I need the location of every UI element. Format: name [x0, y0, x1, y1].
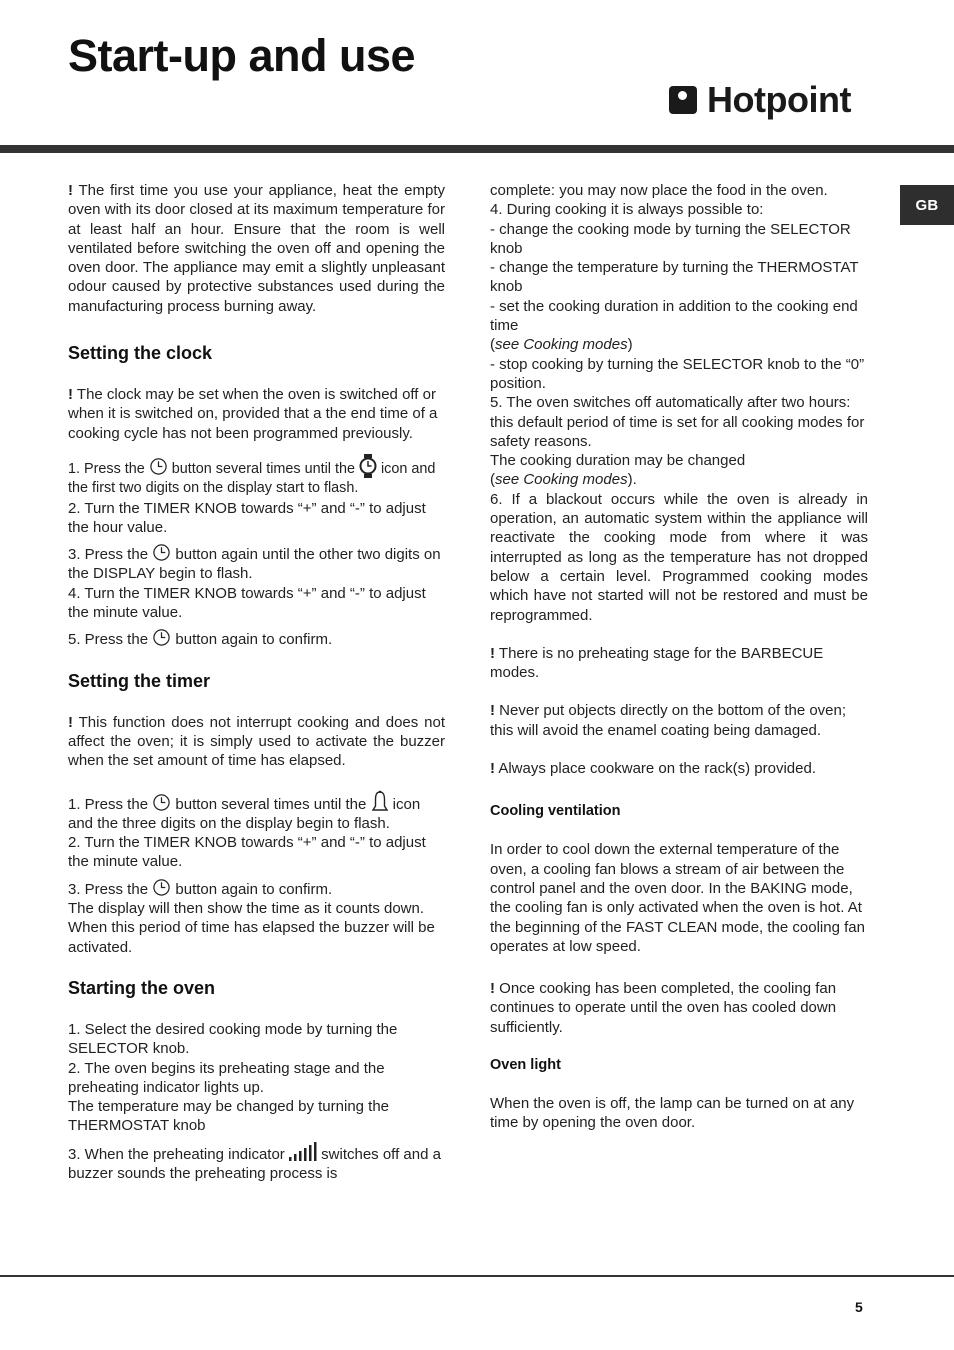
warning-mark: !: [490, 980, 495, 998]
note-barbecue: ! There is no preheating stage for the BARBECUE modes.: [490, 644, 824, 682]
option-change-mode: - change the cooking mode by turning the SELECTOR knob: [490, 220, 851, 257]
left-column: [68, 181, 445, 1183]
note-oven-bottom: ! Never put objects directly on the bottom of the oven; this will avoid the enamel coating being damaged.: [490, 702, 847, 739]
warning-mark: !: [68, 182, 73, 199]
right-column: [490, 181, 868, 1133]
clock-step-1: 1. Press the button several times until the icon and the first two digits on the display start to flash.: [68, 453, 445, 499]
oven-light-text: When the oven is off, the lamp can be turned on at any time by opening the oven door.: [490, 1094, 855, 1132]
clock-button-icon: [149, 457, 168, 476]
timer-note-text: This function does not interrupt cooking and does not affect the oven; it is simply used to activate the buzzer when the set amount of time has elapsed.: [68, 713, 445, 770]
clock-button-icon: [152, 628, 171, 647]
option-change-temperature: - change the temperature by turning the THERMOSTAT knob: [490, 259, 859, 296]
clock-button-icon: [152, 878, 171, 897]
hotpoint-logo-icon: [669, 86, 697, 114]
warning-mark: !: [68, 386, 73, 404]
page-title: Start-up and use: [68, 30, 416, 81]
intro-warning: [68, 181, 445, 316]
heading-setting-timer: Setting the timer: [68, 670, 211, 691]
timer-step-2: 2. Turn the TIMER KNOB towards “+” and “-” to adjust the minute value.: [68, 834, 426, 871]
timer-countdown-text: The display will then show the time as it counts down. When this period of time has elapsed the buzzer will be activated.: [68, 900, 435, 956]
duration-change-text: The cooking duration may be changed: [490, 452, 746, 470]
see-cooking-modes-ref-2: (see Cooking modes).: [490, 471, 637, 489]
timer-note: [68, 713, 445, 771]
warning-mark: !: [490, 760, 495, 778]
oven-step-2b: The temperature may be changed by turning the THERMOSTAT knob: [68, 1098, 390, 1135]
oven-step-1: 1. Select the desired cooking mode by turning the SELECTOR knob.: [68, 1020, 398, 1058]
brand-logo: [669, 80, 851, 120]
clock-button-icon: [152, 543, 171, 562]
language-tab: GB: [900, 185, 954, 225]
clock-step-5: 5. Press the button again to confirm.: [68, 628, 445, 649]
blackout-text: 6. If a blackout occurs while the oven is already in operation, an automatic system within the appliance will reactivate the cooking mode from where it was interrupted as long as the temperature has not dropped below a certain level. Programmed cooking modes which have not started will not be restored and must be reprogrammed.: [490, 490, 868, 624]
header-rule: [0, 145, 954, 153]
preheating-indicator-icon: [289, 1142, 317, 1161]
option-stop-cooking: - stop cooking by turning the SELECTOR knob to the “0” position.: [490, 355, 865, 392]
option-set-duration: - set the cooking duration in addition to the cooking end time: [490, 297, 858, 335]
heading-oven-light: Oven light: [490, 1056, 561, 1073]
footer-rule: [0, 1275, 954, 1277]
timer-step-3: 3. Press the button again to confirm.: [68, 878, 445, 899]
brand-name: Hotpoint: [707, 79, 851, 120]
oven-step-2: 2. The oven begins its preheating stage and the preheating indicator lights up.: [68, 1059, 385, 1096]
preheat-complete-text: complete: you may now place the food in the oven.: [490, 182, 828, 199]
warning-mark: !: [490, 644, 495, 662]
clock-step-4: 4. Turn the TIMER KNOB towards “+” and “-” to adjust the minute value.: [68, 584, 426, 622]
warning-mark: !: [490, 702, 495, 720]
oven-step-3: 3. When the preheating indicator switches off and a buzzer sounds the preheating process is: [68, 1142, 445, 1184]
cooling-note: ! Once cooking has been completed, the cooling fan continues to operate until the oven has cooled down sufficiently.: [490, 980, 837, 1036]
cooling-text: In order to cool down the external temperature of the oven, a cooling fan blows a stream of air between the control panel and the oven door. In the BAKING mode, the cooling fan is only activated when the oven is hot. At the beginning of the FAST CLEAN mode, the cooling fan operates at low speed.: [490, 841, 865, 955]
see-cooking-modes-ref: (see Cooking modes): [490, 336, 633, 354]
clock-button-icon: [152, 793, 171, 812]
intro-text: The first time you use your appliance, heat the empty oven with its door closed at its maximum temperature for at least half an hour. Ensure that the room is well ventilated before switching the oven off and opening the oven door. The appliance may emit a slightly unpleasant odour caused by protective substances used during the manufacturing process burning away.: [68, 182, 445, 315]
clock-step-3: 3. Press the button again until the other two digits on the DISPLAY begin to flash.: [68, 543, 445, 584]
bell-icon: [371, 790, 389, 814]
clock-step-2: 2. Turn the TIMER KNOB towards “+” and “-” to adjust the hour value.: [68, 499, 426, 536]
heading-starting-oven: Starting the oven: [68, 977, 216, 998]
warning-mark: !: [68, 713, 73, 731]
timer-step-1: 1. Press the button several times until the icon and the three digits on the display begin to flash.: [68, 790, 445, 834]
page-number: 5: [855, 1299, 863, 1315]
cooking-options-intro: 4. During cooking it is always possible to:: [490, 201, 764, 219]
heading-setting-clock: Setting the clock: [68, 343, 213, 364]
watch-icon: [359, 453, 377, 479]
auto-switch-off-text: 5. The oven switches off automatically after two hours: this default period of time is set for all cooking modes for safety reasons.: [490, 394, 865, 450]
clock-note-text: The clock may be set when the oven is switched off or when it is switched on, provided that a the end time of a cooking cycle has not been programmed previously.: [68, 386, 438, 442]
clock-note: [68, 385, 445, 443]
note-rack: ! Always place cookware on the rack(s) provided.: [490, 760, 816, 778]
heading-cooling-ventilation: Cooling ventilation: [490, 803, 621, 820]
